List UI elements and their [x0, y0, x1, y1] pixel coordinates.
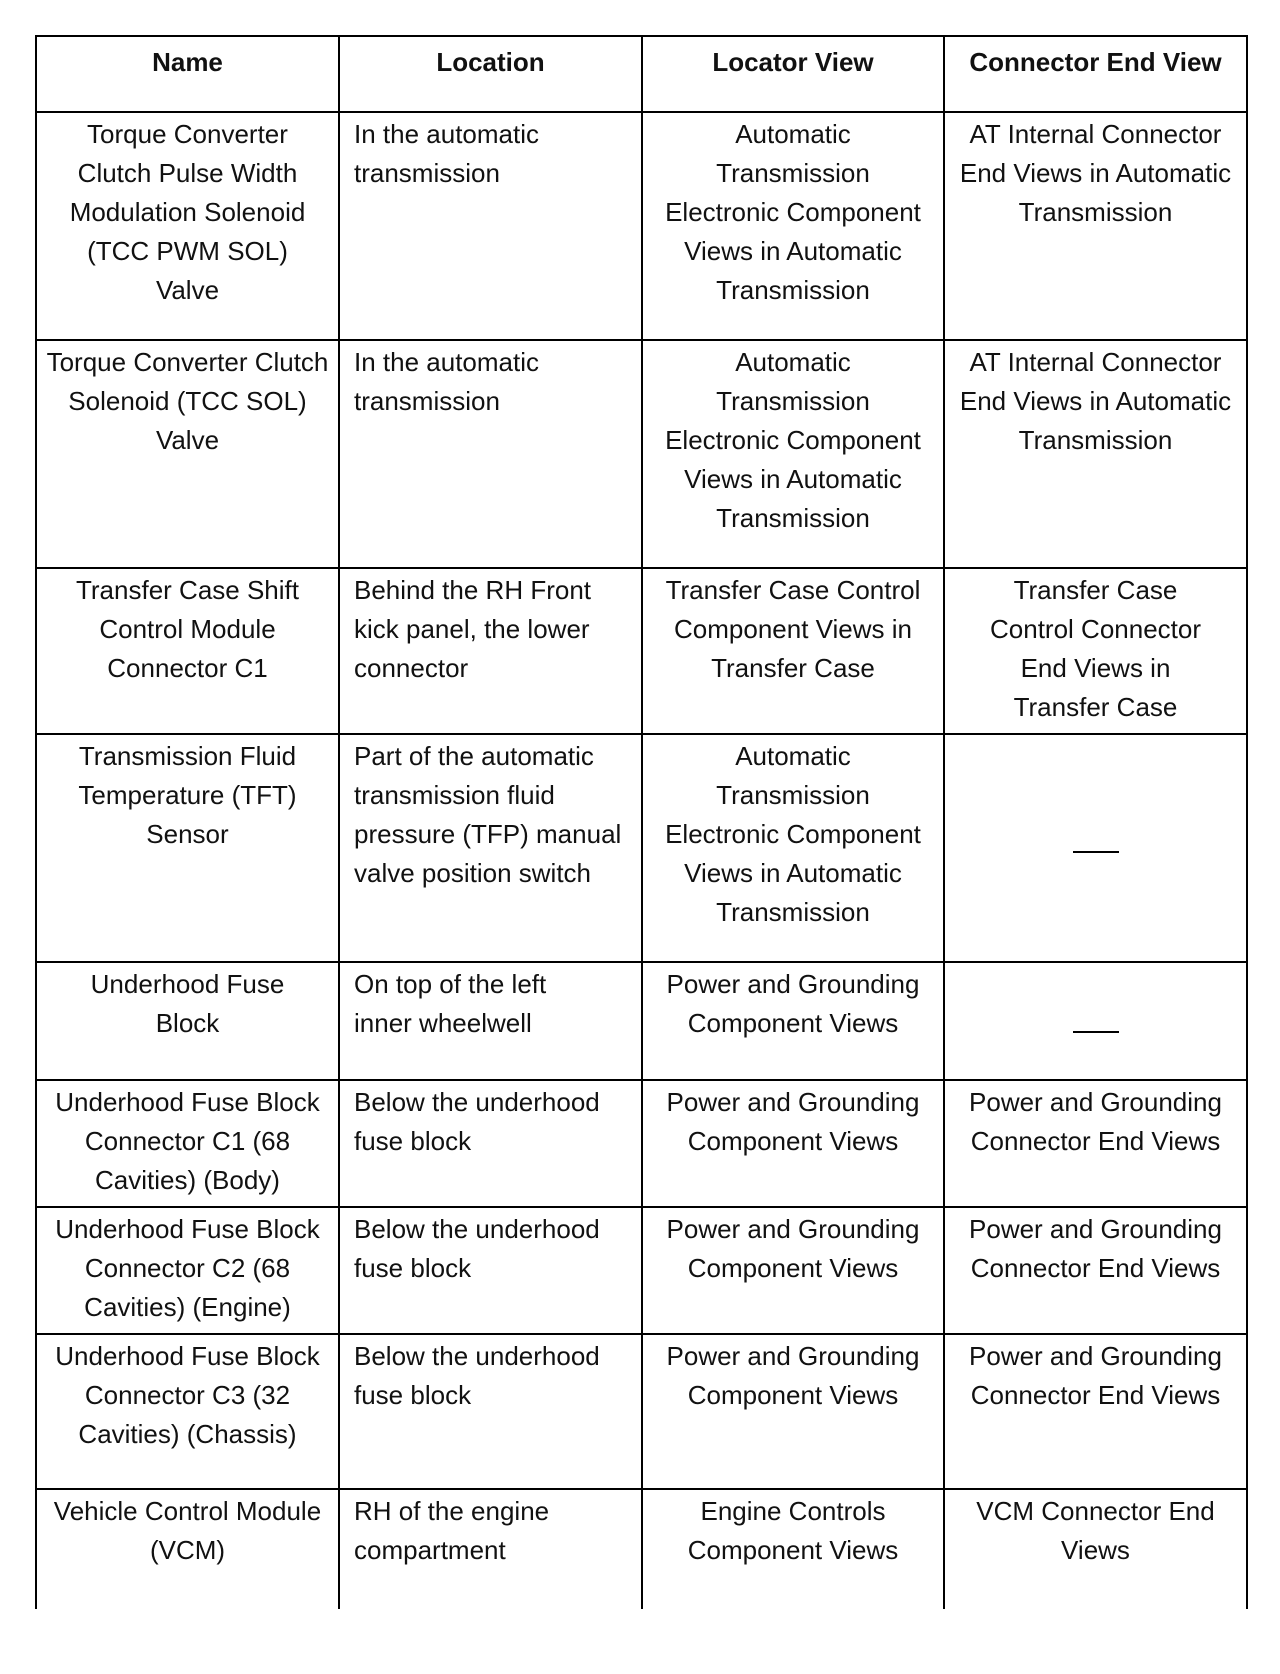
row-location: Behind the RH Front kick panel, the lower connector — [339, 568, 642, 734]
table-row — [36, 568, 1247, 734]
header-locator-view: Locator View — [642, 36, 944, 112]
row-location: On top of the left inner wheelwell — [339, 962, 642, 1080]
table-header-row — [36, 36, 1247, 112]
header-location: Location — [339, 36, 642, 112]
row-locator-view: Power and Grounding Component Views — [642, 1207, 944, 1334]
row-location: In the automatic transmission — [339, 340, 642, 568]
table-row — [36, 1334, 1247, 1489]
table-row — [36, 1207, 1247, 1334]
table-row — [36, 962, 1247, 1080]
row-name: Underhood Fuse Block — [36, 962, 339, 1080]
row-connector-end-view: Power and Grounding Connector End Views — [944, 1080, 1247, 1207]
row-locator-view: Automatic Transmission Electronic Component Views in Automatic Transmission — [642, 734, 944, 962]
table-row — [36, 340, 1247, 568]
row-locator-view: Transfer Case Control Component Views in Transfer Case — [642, 568, 944, 734]
row-locator-view: Automatic Transmission Electronic Component Views in Automatic Transmission — [642, 112, 944, 340]
row-location: In the automatic transmission — [339, 112, 642, 340]
row-connector-end-view: AT Internal Connector End Views in Automatic Transmission — [944, 340, 1247, 568]
row-location: Below the underhood fuse block — [339, 1207, 642, 1334]
row-connector-end-view — [944, 962, 1247, 1080]
row-location: RH of the engine compartment — [339, 1489, 642, 1609]
row-location: Below the underhood fuse block — [339, 1334, 642, 1489]
table-row — [36, 112, 1247, 340]
row-name: Underhood Fuse Block Connector C2 (68 Cavities) (Engine) — [36, 1207, 339, 1334]
row-connector-end-view: Transfer Case Control Connector End Views in Transfer Case — [944, 568, 1247, 734]
table-row — [36, 734, 1247, 962]
empty-dash — [1073, 851, 1119, 853]
row-connector-end-view — [944, 734, 1247, 962]
row-locator-view: Engine Controls Component Views — [642, 1489, 944, 1609]
row-locator-view: Automatic Transmission Electronic Component Views in Automatic Transmission — [642, 340, 944, 568]
row-name: Transmission Fluid Temperature (TFT) Sensor — [36, 734, 339, 962]
row-name: Underhood Fuse Block Connector C1 (68 Cavities) (Body) — [36, 1080, 339, 1207]
row-locator-view: Power and Grounding Component Views — [642, 1080, 944, 1207]
empty-dash — [1073, 1031, 1119, 1033]
row-connector-end-view: Power and Grounding Connector End Views — [944, 1207, 1247, 1334]
row-name: Torque Converter Clutch Solenoid (TCC SOL) Valve — [36, 340, 339, 568]
row-location: Part of the automatic transmission fluid pressure (TFP) manual valve position switch — [339, 734, 642, 962]
row-name: Vehicle Control Module (VCM) — [36, 1489, 339, 1609]
header-connector-end-view: Connector End View — [944, 36, 1247, 112]
component-locator-table — [35, 35, 1248, 1609]
table-row — [36, 1489, 1247, 1609]
row-locator-view: Power and Grounding Component Views — [642, 1334, 944, 1489]
table-row — [36, 1080, 1247, 1207]
row-locator-view: Power and Grounding Component Views — [642, 962, 944, 1080]
row-connector-end-view: VCM Connector End Views — [944, 1489, 1247, 1609]
row-location: Below the underhood fuse block — [339, 1080, 642, 1207]
row-name: Transfer Case Shift Control Module Connector C1 — [36, 568, 339, 734]
row-connector-end-view: AT Internal Connector End Views in Automatic Transmission — [944, 112, 1247, 340]
row-name: Underhood Fuse Block Connector C3 (32 Cavities) (Chassis) — [36, 1334, 339, 1489]
header-name: Name — [36, 36, 339, 112]
row-name: Torque Converter Clutch Pulse Width Modulation Solenoid (TCC PWM SOL) Valve — [36, 112, 339, 340]
row-connector-end-view: Power and Grounding Connector End Views — [944, 1334, 1247, 1489]
